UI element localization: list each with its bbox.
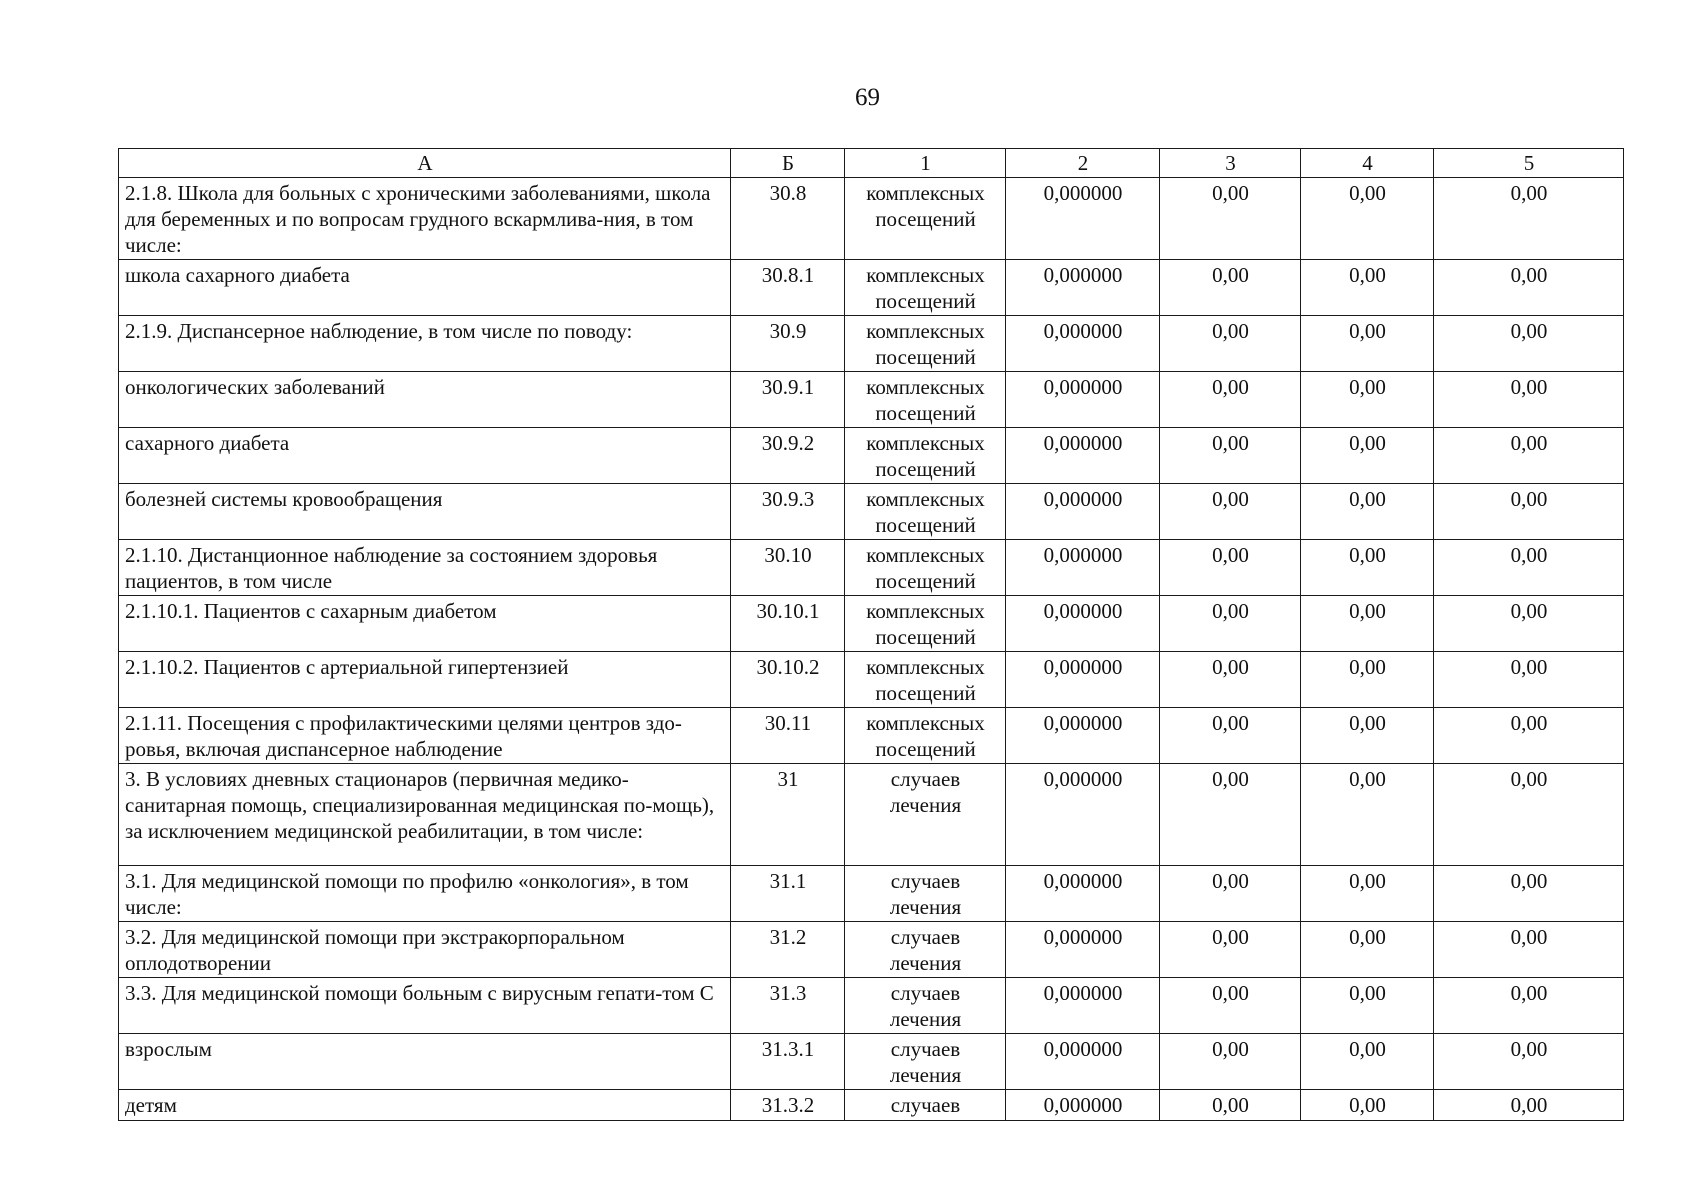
table-row xyxy=(119,596,1624,652)
row-code: 31.3.2 xyxy=(731,1090,845,1121)
row-code: 30.10.2 xyxy=(731,652,845,708)
row-value-2: 0,000000 xyxy=(1006,596,1160,652)
table-row xyxy=(119,764,1624,866)
row-code: 31.2 xyxy=(731,922,845,978)
row-code: 30.10 xyxy=(731,540,845,596)
column-header-1: 1 xyxy=(845,149,1006,178)
column-header-5: 5 xyxy=(1434,149,1624,178)
row-unit: случаев лечения xyxy=(845,1034,1006,1090)
table-row xyxy=(119,316,1624,372)
row-label: 3.3. Для медицинской помощи больным с вирусным гепати-том С xyxy=(119,978,731,1034)
row-unit: случаев лечения xyxy=(845,922,1006,978)
row-value-3: 0,00 xyxy=(1160,1034,1301,1090)
table-row xyxy=(119,1034,1624,1090)
row-label: 2.1.8. Школа для больных с хроническими заболеваниями, школа для беременных и по вопросам грудного вскармлива-ния, в том числе: xyxy=(119,178,731,260)
row-code: 30.8.1 xyxy=(731,260,845,316)
row-value-4: 0,00 xyxy=(1301,484,1434,540)
row-value-2: 0,000000 xyxy=(1006,1034,1160,1090)
row-value-2: 0,000000 xyxy=(1006,922,1160,978)
row-code: 31.3 xyxy=(731,978,845,1034)
row-code: 30.9.3 xyxy=(731,484,845,540)
row-value-3: 0,00 xyxy=(1160,708,1301,764)
row-code: 30.9 xyxy=(731,316,845,372)
table-row xyxy=(119,1090,1624,1121)
table-row xyxy=(119,540,1624,596)
row-unit: комплексных посещений xyxy=(845,260,1006,316)
row-unit: случаев лечения xyxy=(845,866,1006,922)
column-header-3: 3 xyxy=(1160,149,1301,178)
row-code: 31.3.1 xyxy=(731,1034,845,1090)
row-unit: комплексных посещений xyxy=(845,178,1006,260)
row-code: 30.9.1 xyxy=(731,372,845,428)
row-value-3: 0,00 xyxy=(1160,260,1301,316)
table-row xyxy=(119,428,1624,484)
row-value-5: 0,00 xyxy=(1434,708,1624,764)
row-value-2: 0,000000 xyxy=(1006,316,1160,372)
row-unit: комплексных посещений xyxy=(845,484,1006,540)
row-value-3: 0,00 xyxy=(1160,428,1301,484)
row-value-3: 0,00 xyxy=(1160,978,1301,1034)
row-value-2: 0,000000 xyxy=(1006,866,1160,922)
row-code: 30.8 xyxy=(731,178,845,260)
row-value-5: 0,00 xyxy=(1434,596,1624,652)
row-value-2: 0,000000 xyxy=(1006,484,1160,540)
row-value-2: 0,000000 xyxy=(1006,540,1160,596)
table-header-row xyxy=(119,149,1624,178)
row-value-5: 0,00 xyxy=(1434,866,1624,922)
table-row xyxy=(119,978,1624,1034)
row-unit: случаев лечения xyxy=(845,764,1006,866)
table-row xyxy=(119,372,1624,428)
table-row xyxy=(119,922,1624,978)
row-value-2: 0,000000 xyxy=(1006,372,1160,428)
row-unit: случаев лечения xyxy=(845,978,1006,1034)
row-value-4: 0,00 xyxy=(1301,1034,1434,1090)
row-label: 2.1.10.1. Пациентов с сахарным диабетом xyxy=(119,596,731,652)
row-value-5: 0,00 xyxy=(1434,484,1624,540)
row-unit: комплексных посещений xyxy=(845,540,1006,596)
row-code: 31 xyxy=(731,764,845,866)
row-value-5: 0,00 xyxy=(1434,922,1624,978)
row-label: болезней системы кровообращения xyxy=(119,484,731,540)
row-value-4: 0,00 xyxy=(1301,866,1434,922)
row-value-2: 0,000000 xyxy=(1006,1090,1160,1121)
row-value-5: 0,00 xyxy=(1434,372,1624,428)
row-value-5: 0,00 xyxy=(1434,540,1624,596)
row-value-4: 0,00 xyxy=(1301,1090,1434,1121)
row-value-3: 0,00 xyxy=(1160,484,1301,540)
row-value-4: 0,00 xyxy=(1301,708,1434,764)
row-value-3: 0,00 xyxy=(1160,540,1301,596)
row-value-5: 0,00 xyxy=(1434,178,1624,260)
row-unit: комплексных посещений xyxy=(845,596,1006,652)
row-value-3: 0,00 xyxy=(1160,178,1301,260)
row-unit: случаев xyxy=(845,1090,1006,1121)
row-value-5: 0,00 xyxy=(1434,428,1624,484)
column-header-a: А xyxy=(119,149,731,178)
row-code: 30.9.2 xyxy=(731,428,845,484)
row-value-4: 0,00 xyxy=(1301,316,1434,372)
row-code: 30.11 xyxy=(731,708,845,764)
row-unit: комплексных посещений xyxy=(845,428,1006,484)
row-label: 3.2. Для медицинской помощи при экстракорпоральном оплодотворении xyxy=(119,922,731,978)
table-row xyxy=(119,866,1624,922)
row-unit: комплексных посещений xyxy=(845,708,1006,764)
row-value-2: 0,000000 xyxy=(1006,978,1160,1034)
row-label: школа сахарного диабета xyxy=(119,260,731,316)
row-value-4: 0,00 xyxy=(1301,428,1434,484)
row-value-3: 0,00 xyxy=(1160,596,1301,652)
row-value-3: 0,00 xyxy=(1160,764,1301,866)
row-value-4: 0,00 xyxy=(1301,596,1434,652)
row-value-2: 0,000000 xyxy=(1006,428,1160,484)
column-header-4: 4 xyxy=(1301,149,1434,178)
row-value-3: 0,00 xyxy=(1160,372,1301,428)
row-value-2: 0,000000 xyxy=(1006,652,1160,708)
row-value-3: 0,00 xyxy=(1160,1090,1301,1121)
row-value-5: 0,00 xyxy=(1434,1090,1624,1121)
row-value-5: 0,00 xyxy=(1434,260,1624,316)
row-value-5: 0,00 xyxy=(1434,316,1624,372)
row-value-2: 0,000000 xyxy=(1006,178,1160,260)
row-code: 30.10.1 xyxy=(731,596,845,652)
row-value-5: 0,00 xyxy=(1434,1034,1624,1090)
row-value-4: 0,00 xyxy=(1301,978,1434,1034)
column-header-b: Б xyxy=(731,149,845,178)
row-label: взрослым xyxy=(119,1034,731,1090)
page-number: 69 xyxy=(855,84,880,111)
table-row xyxy=(119,484,1624,540)
row-value-2: 0,000000 xyxy=(1006,764,1160,866)
row-value-5: 0,00 xyxy=(1434,652,1624,708)
row-label: 2.1.10.2. Пациентов с артериальной гипертензией xyxy=(119,652,731,708)
table-row xyxy=(119,178,1624,260)
row-value-3: 0,00 xyxy=(1160,866,1301,922)
row-value-3: 0,00 xyxy=(1160,316,1301,372)
row-value-4: 0,00 xyxy=(1301,540,1434,596)
column-header-2: 2 xyxy=(1006,149,1160,178)
row-value-5: 0,00 xyxy=(1434,978,1624,1034)
row-label: 3.1. Для медицинской помощи по профилю «онкология», в том числе: xyxy=(119,866,731,922)
table-row xyxy=(119,260,1624,316)
table-row xyxy=(119,708,1624,764)
row-value-4: 0,00 xyxy=(1301,922,1434,978)
row-value-4: 0,00 xyxy=(1301,372,1434,428)
data-table xyxy=(118,148,1624,1121)
row-unit: комплексных посещений xyxy=(845,316,1006,372)
row-label: онкологических заболеваний xyxy=(119,372,731,428)
row-value-2: 0,000000 xyxy=(1006,708,1160,764)
row-value-4: 0,00 xyxy=(1301,260,1434,316)
row-label: детям xyxy=(119,1090,731,1121)
row-code: 31.1 xyxy=(731,866,845,922)
row-value-3: 0,00 xyxy=(1160,922,1301,978)
row-unit: комплексных посещений xyxy=(845,652,1006,708)
table-row xyxy=(119,652,1624,708)
row-value-2: 0,000000 xyxy=(1006,260,1160,316)
row-label: 3. В условиях дневных стационаров (первичная медико-санитарная помощь, специализированная медицинская по-мощь), за исключением медицинской реабилитации, в том числе: xyxy=(119,764,731,866)
row-value-3: 0,00 xyxy=(1160,652,1301,708)
row-value-4: 0,00 xyxy=(1301,652,1434,708)
row-label: 2.1.10. Дистанционное наблюдение за состоянием здоровья пациентов, в том числе xyxy=(119,540,731,596)
row-value-4: 0,00 xyxy=(1301,764,1434,866)
row-value-4: 0,00 xyxy=(1301,178,1434,260)
row-label: 2.1.9. Диспансерное наблюдение, в том числе по поводу: xyxy=(119,316,731,372)
row-unit: комплексных посещений xyxy=(845,372,1006,428)
row-value-5: 0,00 xyxy=(1434,764,1624,866)
row-label: 2.1.11. Посещения с профилактическими целями центров здо-ровья, включая диспансерное наблюдение xyxy=(119,708,731,764)
row-label: сахарного диабета xyxy=(119,428,731,484)
